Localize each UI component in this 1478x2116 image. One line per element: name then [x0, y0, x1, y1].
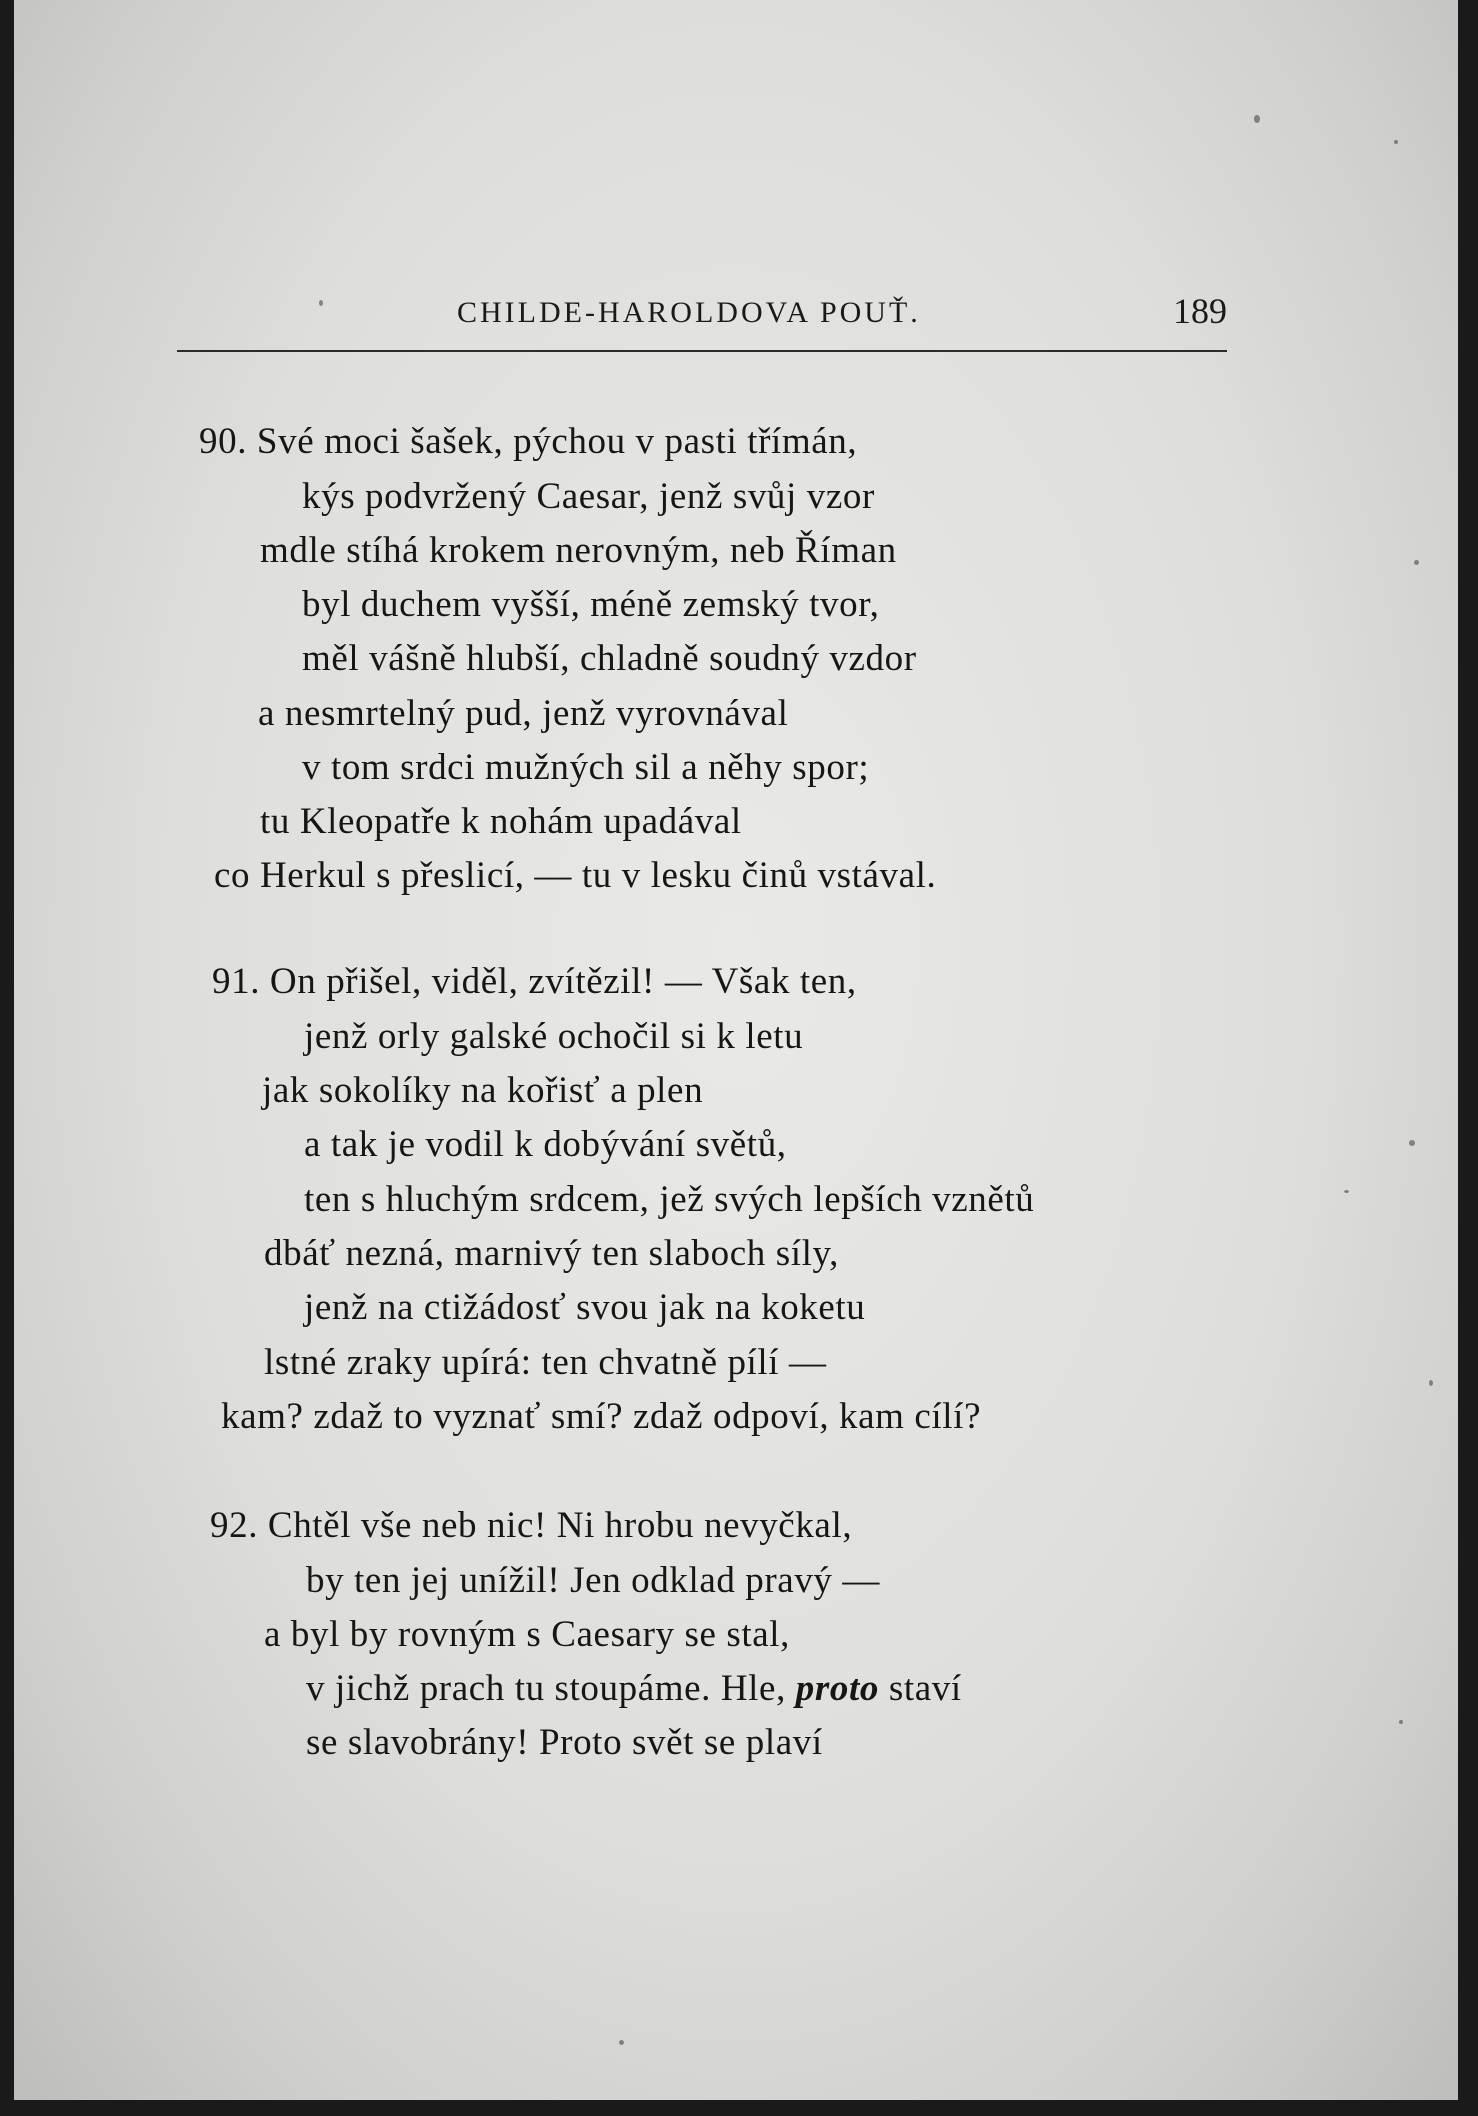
- stanza-number: 90.: [199, 421, 248, 462]
- verse-line: tu Kleopatře k nohám upadával: [260, 801, 742, 842]
- verse-line: a tak je vodil k dobývání světů,: [304, 1124, 787, 1165]
- emphasized-word: proto: [795, 1668, 879, 1709]
- print-speck: [1429, 1380, 1433, 1386]
- verse-line: jak sokolíky na kořisť a plen: [262, 1070, 704, 1111]
- running-title: CHILDE-HAROLDOVA POUŤ.: [457, 296, 921, 329]
- verse-line: kýs podvržený Caesar, jenž svůj vzor: [302, 476, 875, 517]
- verse-line: 92. Chtěl vše neb nic! Ni hrobu nevyčkal,: [210, 1505, 853, 1546]
- print-speck: [1399, 1720, 1403, 1724]
- verse-line: měl vášně hlubší, chladně soudný vzdor: [302, 638, 917, 679]
- verse-line: se slavobrány! Proto svět se plaví: [306, 1722, 823, 1763]
- verse-line: dbáť nezná, marnivý ten slaboch síly,: [264, 1233, 840, 1274]
- print-speck: [1394, 140, 1398, 144]
- verse-line: by ten jej unížil! Jen odklad pravý —: [306, 1560, 880, 1601]
- verse-line: jenž na ctižádosť svou jak na koketu: [304, 1287, 866, 1328]
- print-speck: [619, 2040, 624, 2045]
- print-speck: [1254, 115, 1260, 123]
- verse-line: jenž orly galské ochočil si k letu: [304, 1016, 804, 1057]
- verse-line: v jichž prach tu stoupáme. Hle, proto staví: [306, 1668, 962, 1709]
- running-head: [177, 290, 1227, 340]
- verse-line: lstné zraky upírá: ten chvatně pílí —: [264, 1342, 827, 1383]
- stanza-number: 91.: [212, 961, 261, 1002]
- verse-line: a nesmrtelný pud, jenž vyrovnával: [258, 693, 789, 734]
- verse-line: ten s hluchým srdcem, jež svých lepších vznětů: [304, 1179, 1035, 1220]
- page-number: 189: [1173, 291, 1227, 331]
- print-speck: [1409, 1140, 1415, 1146]
- verse-line: 91. On přišel, viděl, zvítězil! — Však ten,: [212, 961, 857, 1002]
- verse-line: byl duchem vyšší, méně zemský tvor,: [302, 584, 880, 625]
- print-speck: [1344, 1190, 1349, 1193]
- book-page: [14, 0, 1458, 2100]
- stanza-number: 92.: [210, 1505, 259, 1546]
- header-rule: [177, 350, 1227, 352]
- verse-line: mdle stíhá krokem nerovným, neb Říman: [260, 530, 897, 571]
- verse-line: v tom srdci mužných sil a něhy spor;: [302, 747, 870, 788]
- print-speck: [1414, 560, 1419, 565]
- verse-line: co Herkul s přeslicí, — tu v lesku činů vstával.: [214, 855, 937, 896]
- verse-line: a byl by rovným s Caesary se stal,: [264, 1614, 790, 1655]
- verse-line: kam? zdaž to vyznať smí? zdaž odpoví, kam cílí?: [221, 1396, 982, 1437]
- verse-line: 90. Své moci šašek, pýchou v pasti třímán,: [199, 421, 858, 462]
